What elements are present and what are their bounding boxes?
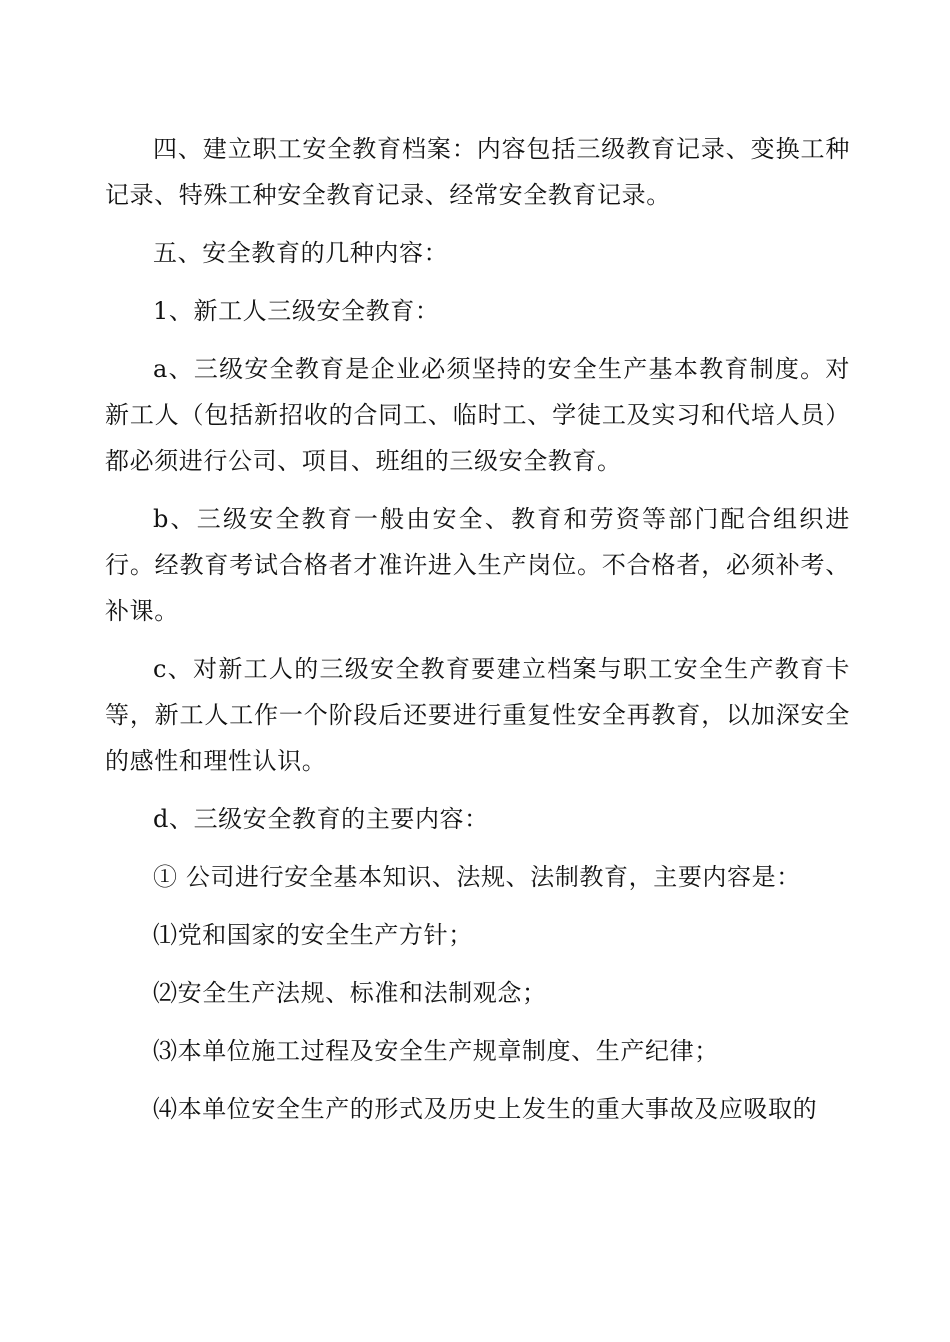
paragraph-item-c: c、对新工人的三级安全教育要建立档案与职工安全生产教育卡等，新工人工作一个阶段后还要进行重复性安全再教育，以加深安全的感性和理性认识。 [105, 655, 850, 775]
paragraph-item-one-heading: 1、新工人三级安全教育： [153, 297, 440, 325]
paragraph-point-3: ⑶本单位施工过程及安全生产规章制度、生产纪律； [153, 1037, 719, 1065]
paragraph-point-2: ⑵安全生产法规、标准和法制观念； [153, 979, 547, 1007]
paragraph-point-4: ⑷本单位安全生产的形式及历史上发生的重大事故及应吸取的 [153, 1095, 818, 1123]
paragraph-section-five-heading: 五、安全教育的几种内容： [153, 239, 449, 267]
document-body [105, 126, 850, 1132]
paragraph-item-a: a、三级安全教育是企业必须坚持的安全生产基本教育制度。对新工人（包括新招收的合同工、临时工、学徒工及实习和代培人员）都必须进行公司、项目、班组的三级安全教育。 [105, 355, 850, 475]
paragraph-archive: 四、建立职工安全教育档案：内容包括三级教育记录、变换工种记录、特殊工种安全教育记录、经常安全教育记录。 [105, 135, 850, 209]
paragraph-item-d: d、三级安全教育的主要内容： [153, 805, 489, 833]
paragraph-company-education: ① 公司进行安全基本知识、法规、法制教育，主要内容是： [153, 863, 801, 891]
paragraph-item-b: b、三级安全教育一般由安全、教育和劳资等部门配合组织进行。经教育考试合格者才准许进入生产岗位。不合格者，必须补考、补课。 [105, 505, 850, 625]
paragraph-point-1: ⑴党和国家的安全生产方针； [153, 921, 473, 949]
